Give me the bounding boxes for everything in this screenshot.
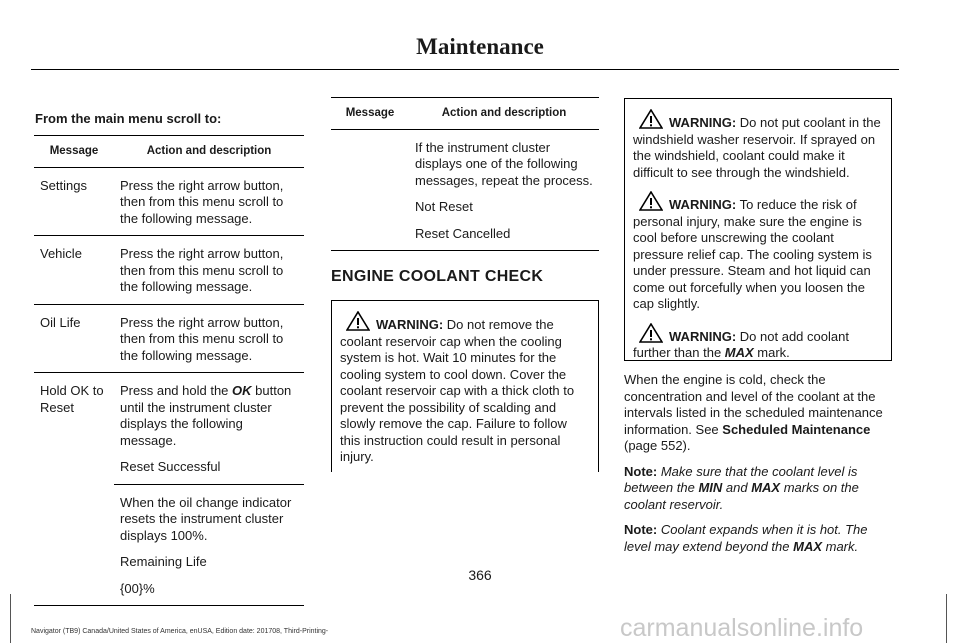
crop-mark	[10, 594, 11, 643]
note: Note: Coolant expands when it is hot. The level may extend beyond the MAX mark.	[624, 522, 868, 554]
warning-triangle-icon	[346, 311, 370, 331]
warning-text: WARNING: To reduce the risk of personal injury, make sure the engine is cool before unscrewing the coolant pressure relief cap. The cooling system is under pressure. Steam and hot liquid can come out forcefully when you loosen the cap slightly.	[633, 191, 883, 313]
column-header-message: Message	[331, 98, 409, 130]
action-cell: Press and hold the OK button until the instrument cluster displays the following message. Reset Successful	[114, 373, 304, 485]
paragraph: When the engine is cold, check the concentration and level of the coolant at the intervals listed in the scheduled maintenance information. See Scheduled Maintenance (page 552).	[624, 372, 883, 453]
message-cell: Hold OK to Reset	[40, 383, 104, 415]
crop-mark	[946, 594, 947, 643]
column-header-action: Action and description	[114, 136, 304, 168]
action-cell: Press the right arrow button, then from this menu scroll to the following message.	[114, 304, 304, 373]
body-text	[624, 372, 896, 564]
watermark: carmanualsonline.info	[620, 614, 864, 642]
warning-triangle-icon	[639, 323, 663, 343]
warning-box	[331, 300, 599, 472]
table-row	[34, 236, 304, 305]
table-row	[34, 304, 304, 373]
warning-text: WARNING: Do not remove the coolant reservoir cap when the cooling system is hot. Wait 10 minutes for the cooling system to cool down. Cover the coolant reservoir cap with a thick cloth to prevent the possibility of scalding and slowly remove the cap. Failure to follow this instruction could result in personal injury.	[340, 311, 590, 466]
footer-text: Navigator (TB9) Canada/United States of America, enUSA, Edition date: 201708, Third-Printing-	[31, 628, 329, 635]
action-cell: When the oil change indicator resets the instrument cluster displays 100%. Remaining Life {00}%	[120, 494, 292, 596]
page-number: 366	[468, 567, 492, 583]
table-row	[34, 167, 304, 236]
page-title: Maintenance	[416, 34, 544, 59]
action-cell: If the instrument cluster displays one of the following messages, repeat the process. Not Reset Reset Cancelled	[415, 139, 593, 241]
message-table-2	[331, 97, 599, 251]
message-cell: Settings	[34, 167, 114, 236]
table-row	[34, 373, 304, 485]
warning-triangle-icon	[639, 191, 663, 211]
column-header-message: Message	[34, 136, 114, 168]
message-cell: Oil Life	[34, 304, 114, 373]
ok-button-label: OK	[232, 383, 252, 398]
warning-text: WARNING: Do not add coolant further than the MAX mark.	[633, 323, 883, 362]
note: Note: Make sure that the coolant level is between the MIN and MAX marks on the coolant reservoir.	[624, 463, 859, 512]
warning-triangle-icon	[639, 109, 663, 129]
message-cell: Vehicle	[34, 236, 114, 305]
table-row	[331, 129, 599, 251]
intro-text: From the main menu scroll to:	[35, 111, 222, 126]
message-cell	[331, 129, 409, 251]
section-heading: ENGINE COOLANT CHECK	[331, 268, 544, 285]
action-cell: Press the right arrow button, then from this menu scroll to the following message.	[114, 167, 304, 236]
action-cell: Press the right arrow button, then from this menu scroll to the following message.	[114, 236, 304, 305]
message-table-1	[34, 135, 304, 606]
warning-text: WARNING: Do not put coolant in the windshield washer reservoir. If sprayed on the windshield, coolant could make it difficult to see through the windshield.	[633, 109, 883, 181]
column-header-action: Action and description	[409, 98, 599, 130]
header-divider	[31, 69, 899, 70]
cross-reference-link[interactable]: Scheduled Maintenance	[722, 421, 871, 437]
warning-box	[624, 98, 892, 361]
